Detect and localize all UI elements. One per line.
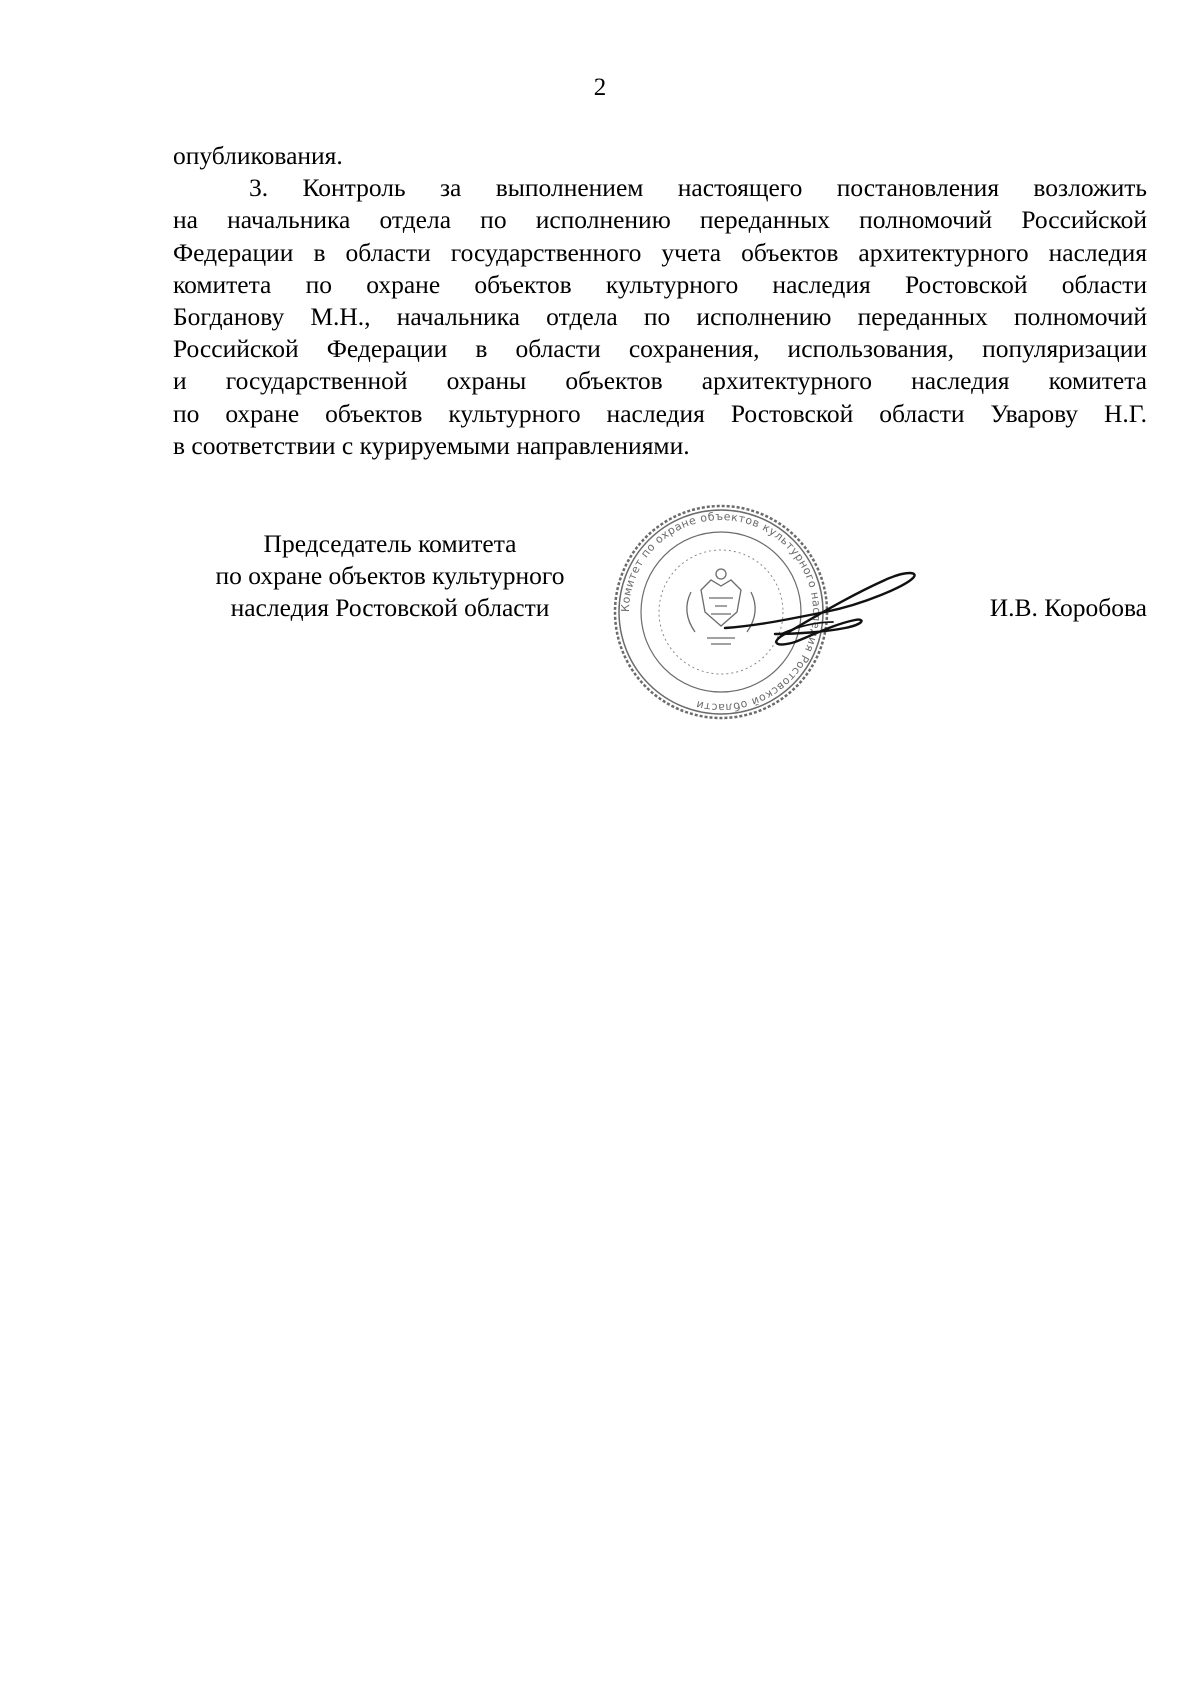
text-line: по охране объектов культурного наследия Ростовской области Уварову Н.Г. <box>173 398 1147 428</box>
text-line: и государственной охраны объектов архитектурного наследия комитета <box>173 366 1147 396</box>
signer-title-line: Председатель комитета <box>263 529 517 558</box>
text-line: Богданову М.Н., начальника отдела по исполнению переданных полномочий <box>173 302 1147 332</box>
seal-text: Комитет по охране объектов культурного наследия Ростовской области <box>618 509 824 715</box>
signer-title-line: по охране объектов культурного <box>215 561 565 590</box>
page-number: 2 <box>593 74 607 101</box>
signer-title-line: наследия Ростовской области <box>230 593 550 622</box>
text-line: 3. Контроль за выполнением настоящего постановления возложить <box>249 173 1147 203</box>
handwritten-signature <box>715 568 925 658</box>
text-line: опубликования. <box>173 141 343 170</box>
text-line: на начальника отдела по исполнению переданных полномочий Российской <box>173 205 1147 235</box>
signer-name: И.В. Коробова <box>989 593 1147 622</box>
signer-title <box>195 528 585 624</box>
text-line: Федерации в области государственного учета объектов архитектурного наследия <box>173 237 1147 267</box>
text-line: комитета по охране объектов культурного наследия Ростовской области <box>173 269 1147 299</box>
body-text <box>173 140 1147 462</box>
text-line: в соответствии с курируемыми направлениями. <box>173 430 690 460</box>
text-line: Российской Федерации в области сохранения, использования, популяризации <box>173 334 1147 364</box>
signature-block <box>173 509 1147 746</box>
